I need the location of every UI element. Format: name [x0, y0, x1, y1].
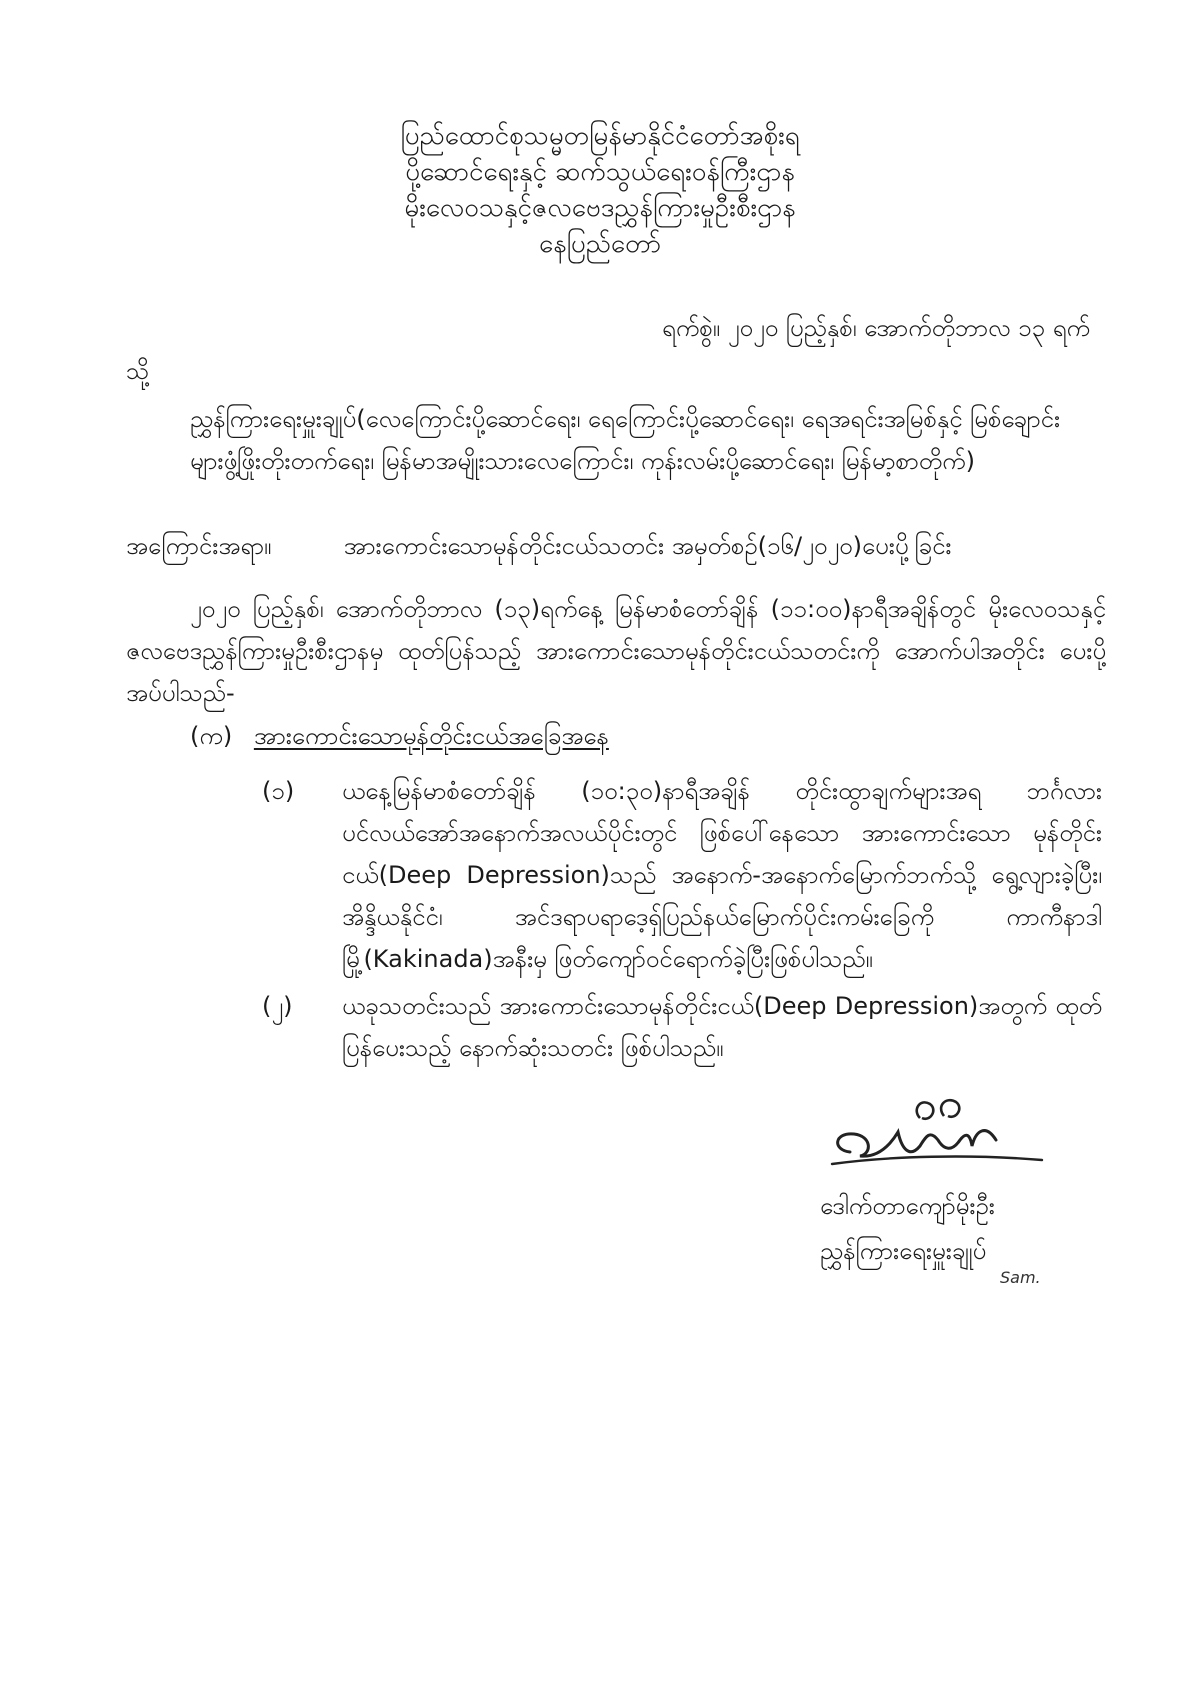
- section-title: အားကောင်းသောမုန်တိုင်းငယ်အခြေအနေ: [253, 722, 609, 750]
- body-text: ၂၀၂၀ ပြည့်နှစ်၊ အောက်တိုဘာလ (၁၃)ရက်နေ့ မြန်မာစံတော်ချိန် (၁၁:၀၀)နာရီအချိန်တွင် မိုးလေဝသနှင့် ဇလဗေဒညွှန်ကြားမှုဦးစီးဌာနမှ ထုတ်ပြန်သည့် အားကောင်းသောမုန်တိုင်းငယ်သတင်းကို အောက်ပါအတိုင်း ပေးပို့အပ်ပါသည်-: [126, 595, 1106, 707]
- letter-date: ရက်စွဲ။ ၂၀၂၀ ပြည့်နှစ်၊ အောက်တိုဘာလ ၁၃ ရက်: [662, 314, 1090, 342]
- subject-label: အကြောင်းအရာ။: [126, 532, 272, 560]
- signatory-title: ညွှန်ကြားရေးမှူးချုပ်: [820, 1237, 987, 1265]
- subject-line: [126, 530, 1126, 566]
- section-label: (က): [190, 722, 233, 750]
- signatory-name: ဒေါက်တာကျော်မိုးဦး: [820, 1192, 995, 1220]
- letterhead-ministry: ပို့ဆောင်ရေးနှင့် ဆက်သွယ်ရေးဝန်ကြီးဌာန: [405, 157, 795, 187]
- list-item-number: (၁): [262, 777, 295, 805]
- subject-text: အားကောင်းသောမုန်တိုင်းငယ်သတင်း အမှတ်စဉ်(၁၆/၂၀၂၀)ပေးပို့ခြင်း: [343, 532, 952, 560]
- letterhead-government: ပြည်ထောင်စုသမ္မတမြန်မာနိုင်ငံတော်အစိုးရ: [400, 121, 800, 151]
- section-heading: [190, 720, 609, 756]
- list-item-text: ယနေ့မြန်မာစံတော်ချိန် (၁၀:၃၀)နာရီအချိန် တိုင်းထွာချက်များအရ ဘင်္ဂလား ပင်လယ်အော်အနောက်အလယ်ပိုင်းတွင် ဖြစ်ပေါ်နေသော အားကောင်းသော မုန်တိုင်းငယ်(Deep Depression)သည် အနောက်-အနောက်မြောက်ဘက်သို့ ရွေ့လျားခဲ့ပြီး၊ အိန္ဒိယနိုင်ငံ၊ အင်ဒရာပရာဒေ့ရှ်ပြည်နယ်မြောက်ပိုင်းကမ်းခြေကို ကာကီနာဒါမြို့(Kakinada)အနီးမှ ဖြတ်ကျော်ဝင်ရောက်ခဲ့ပြီးဖြစ်ပါသည်။: [342, 777, 1102, 973]
- letterhead-department: မိုးလေဝသနှင့်ဇလဗေဒညွှန်ကြားမှုဦးစီးဌာန: [404, 193, 796, 223]
- letterhead-city: နေပြည်တော်: [538, 229, 662, 259]
- letterhead: [0, 118, 1200, 262]
- recipients: ညွှန်ကြားရေးမှူးချုပ်(လေကြောင်းပို့ဆောင်ရေး၊ ရေကြောင်းပို့ဆောင်ရေး၊ ရေအရင်းအမြစ်နှင့် မြစ်ချောင်းများဖွံ့ဖြိုးတိုးတက်ရေး၊ မြန်မာအမျိုးသားလေကြောင်း၊ ကုန်းလမ်းပို့ဆောင်ရေး၊ မြန်မာ့စာတိုက်): [190, 405, 1061, 475]
- list-item: [262, 985, 1102, 1075]
- list-item-number: (၂): [262, 992, 293, 1020]
- body-paragraph: [126, 588, 1106, 714]
- to-label: သို့: [126, 357, 150, 385]
- list-item: [262, 770, 1102, 973]
- clerk-initial: Sam.: [1000, 1268, 1041, 1287]
- list-item-text: ယခုသတင်းသည် အားကောင်းသောမုန်တိုင်းငယ်(Deep Depression)အတွက် ထုတ်ပြန်ပေးသည့် နောက်ဆုံးသတင်း ဖြစ်ပါသည်။: [342, 992, 1102, 1062]
- signature-block: [820, 1090, 1120, 1287]
- handwritten-signature: [820, 1090, 1050, 1180]
